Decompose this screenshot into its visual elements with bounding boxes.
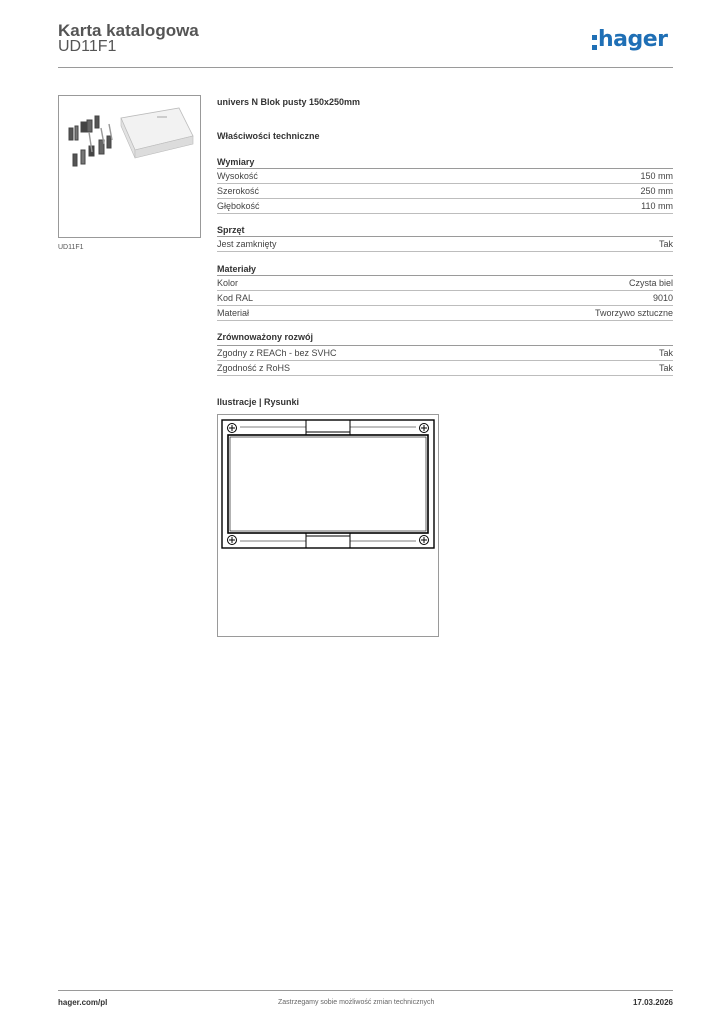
logo-wordmark: hager — [598, 27, 668, 52]
technical-drawing — [217, 414, 439, 637]
section-title-equipment: Sprzęt — [217, 225, 245, 235]
product-title: univers N Blok pusty 150x250mm — [217, 97, 361, 107]
footer-disclaimer: Zastrzegamy sobie możliwość zmian technicznych — [278, 999, 435, 1006]
section-title-dimensions: Wymiary — [217, 157, 255, 167]
technical-drawing-illustration — [218, 415, 438, 636]
table-row: Wysokość 150 mm — [217, 169, 673, 184]
photo-caption: UD11F1 — [58, 244, 84, 251]
table-row: Głębokość 110 mm — [217, 199, 673, 214]
header-divider — [58, 67, 673, 68]
section-title-sustainability: Zrównoważony rozwój — [217, 332, 313, 342]
table-row: Zgodność z RoHS Tak — [217, 361, 673, 376]
product-code: UD11F1 — [58, 38, 117, 55]
section-title-materials: Materiały — [217, 264, 257, 274]
table-row: Kod RAL 9010 — [217, 291, 673, 306]
table-row: Zgodny z REACh - bez SVHC Tak — [217, 346, 673, 361]
section-title-illustrations: Ilustracje | Rysunki — [217, 397, 300, 407]
footer-website-link[interactable]: hager.com/pl — [58, 998, 108, 1007]
table-row: Kolor Czysta biel — [217, 276, 673, 291]
footer-divider — [58, 990, 673, 991]
table-row: Materiał Tworzywo sztuczne — [217, 306, 673, 321]
product-photo — [58, 95, 201, 238]
document-title: Karta katalogowa — [58, 21, 199, 40]
table-row: Szerokość 250 mm — [217, 184, 673, 199]
technical-properties-title: Właściwości techniczne — [217, 131, 320, 141]
footer-date: 17.03.2026 — [632, 998, 673, 1007]
product-photo-illustration — [59, 96, 200, 237]
hager-logo — [592, 27, 678, 55]
table-row: Jest zamknięty Tak — [217, 237, 673, 252]
